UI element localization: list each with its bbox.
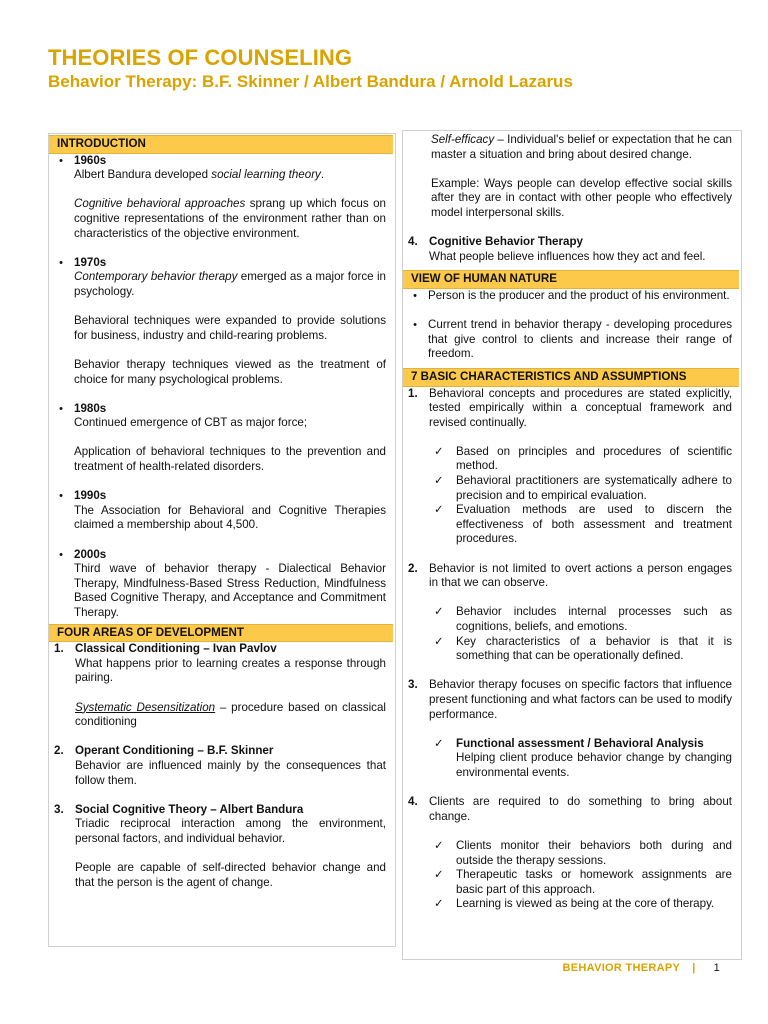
paragraph: What people believe influences how they act and feel.	[429, 249, 706, 263]
checkmark-icon: ✓	[434, 897, 444, 911]
footer-label: BEHAVIOR THERAPY	[562, 962, 681, 974]
paragraph: The Association for Behavioral and Cognitive Therapies claimed a membership about 4,500.	[74, 503, 386, 532]
paragraph: Continued emergence of CBT as major force;	[74, 416, 308, 430]
item-number: 2.	[54, 744, 64, 758]
bullet-icon: •	[59, 154, 63, 167]
item-title: Classical Conditioning – Ivan Pavlov	[75, 642, 277, 656]
checkmark-icon: ✓	[434, 444, 444, 458]
paragraph: Albert Bandura developed social learning theory.	[74, 168, 325, 182]
paragraph: What happens prior to learning creates a response through pairing.	[75, 656, 386, 685]
list-item	[48, 548, 394, 621]
item-number: 1.	[408, 386, 418, 400]
bullet-icon: •	[413, 289, 417, 302]
paragraph: Contemporary behavior therapy emerged as a major force in psychology.	[74, 270, 386, 298]
numbered-item	[48, 803, 394, 891]
numbered-item: 1. Behavioral concepts and procedures are stated explicitly, tested empirically within a conceptual framework and revised continually.	[402, 387, 740, 431]
check-item: ✓ Clients monitor their behaviors both during and outside the therapy sessions.	[434, 838, 732, 867]
decade-label: 1980s	[74, 401, 107, 415]
numbered-item	[48, 642, 394, 730]
paragraph: Behavior therapy techniques viewed as the treatment of choice for many psychological problems.	[74, 357, 386, 386]
paragraph: Third wave of behavior therapy - Dialectical Behavior Therapy, Mindfulness-Based Stress Reduction, Mindfulness Based Cognitive Therapy, and Acceptance and Commitment Therapy.	[74, 562, 386, 619]
paragraph: Behavioral techniques were expanded to provide solutions for business, industry and child-rearing problems.	[74, 314, 386, 342]
section-header-four-areas: FOUR AREAS OF DEVELOPMENT	[49, 624, 393, 643]
footer-separator: |	[692, 962, 696, 974]
checkmark-icon: ✓	[434, 503, 444, 517]
paragraph: Systematic Desensitization – procedure based on classical conditioning	[75, 700, 386, 729]
decade-label: 1970s	[74, 255, 107, 269]
check-item: ✓ Learning is viewed as being at the core of therapy.	[434, 897, 715, 911]
decade-label: 1990s	[74, 489, 107, 503]
checkmark-icon: ✓	[434, 838, 444, 852]
left-column	[48, 134, 394, 890]
paragraph: Application of behavioral techniques to the prevention and treatment of health-related disorders.	[74, 445, 386, 474]
checkmark-icon: ✓	[434, 868, 444, 882]
item-number: 4.	[408, 235, 418, 249]
item-title: Operant Conditioning – B.F. Skinner	[75, 744, 274, 758]
bullet-icon: •	[59, 548, 63, 561]
numbered-item	[402, 235, 740, 264]
document-title: THEORIES OF COUNSELING	[48, 45, 353, 70]
check-item: ✓ Behavioral practitioners are systematically adhere to precision and to empirical evaluation.	[434, 474, 732, 502]
decade-label: 1960s	[74, 153, 107, 167]
paragraph: Behavior are influenced mainly by the consequences that follow them.	[75, 758, 386, 787]
check-item: ✓ Key characteristics of a behavior is that it is something that can be operationally defined.	[434, 634, 732, 663]
paragraph: People are capable of self-directed behavior change and that the person is the agent of change.	[75, 861, 386, 889]
check-item: ✓ Based on principles and procedures of scientific method.	[434, 444, 732, 473]
list-item: • Current trend in behavior therapy - developing procedures that give control to clients and increase their range of freedom.	[402, 318, 740, 362]
paragraph: Cognitive behavioral approaches sprang up which focus on cognitive representations of the environment rather than on characteristics of the objective environment.	[74, 197, 386, 240]
paragraph: Triadic reciprocal interaction among the environment, personal factors, and individual behavior.	[75, 817, 386, 845]
bullet-icon: •	[59, 256, 63, 269]
list-item: • Person is the producer and the product of his environment.	[402, 289, 740, 304]
bullet-icon: •	[413, 319, 417, 332]
list-item	[48, 154, 394, 242]
item-number: 4.	[408, 795, 418, 809]
checkmark-icon: ✓	[434, 736, 444, 750]
right-column	[402, 133, 740, 912]
list-item	[48, 489, 394, 533]
checkmark-icon: ✓	[434, 605, 444, 619]
numbered-item: 3. Behavior therapy focuses on specific factors that influence present functioning and what factors can be used to modify performance.	[402, 678, 740, 722]
item-title: Cognitive Behavior Therapy	[429, 235, 583, 249]
item-number: 3.	[408, 678, 418, 692]
item-number: 1.	[54, 642, 64, 656]
checkmark-icon: ✓	[434, 634, 444, 648]
document-subtitle: Behavior Therapy: B.F. Skinner / Albert Bandura / Arnold Lazarus	[48, 72, 573, 91]
item-number: 2.	[408, 561, 418, 575]
bullet-icon: •	[59, 490, 63, 503]
list-item	[48, 402, 394, 475]
page-footer	[563, 962, 720, 974]
section-header-introduction: INTRODUCTION	[49, 135, 393, 154]
paragraph: Example: Ways people can develop effective social skills after they are in contact with other people who effectively model interpersonal skills.	[431, 176, 732, 219]
item-title: Social Cognitive Theory – Albert Bandura	[75, 802, 304, 816]
check-item: ✓ Functional assessment / Behavioral Analysis Helping client produce behavior change by changing environmental events.	[434, 736, 732, 779]
bullet-icon: •	[59, 402, 63, 415]
section-header-seven-characteristics: 7 BASIC CHARACTERISTICS AND ASSUMPTIONS	[403, 368, 739, 387]
paragraph: Self-efficacy – Individual's belief or expectation that he can master a situation and bring about desired change.	[431, 133, 732, 161]
page-number: 1	[713, 962, 720, 974]
numbered-item: 2. Behavior is not limited to overt actions a person engages in that we can observe.	[402, 562, 740, 591]
numbered-item: 4. Clients are required to do something to bring about change.	[402, 795, 740, 824]
numbered-item	[48, 744, 394, 788]
section-header-view-of-human-nature: VIEW OF HUMAN NATURE	[403, 270, 739, 289]
decade-label: 2000s	[74, 547, 107, 561]
check-item: ✓ Behavior includes internal processes such as cognitions, beliefs, and emotions.	[434, 605, 732, 633]
list-item	[48, 256, 394, 387]
item-number: 3.	[54, 802, 64, 816]
checkmark-icon: ✓	[434, 474, 444, 488]
check-item: ✓ Therapeutic tasks or homework assignments are basic part of this approach.	[434, 868, 732, 896]
check-item: ✓ Evaluation methods are used to discern the effectiveness of both assessment and treatment procedures.	[434, 503, 732, 546]
